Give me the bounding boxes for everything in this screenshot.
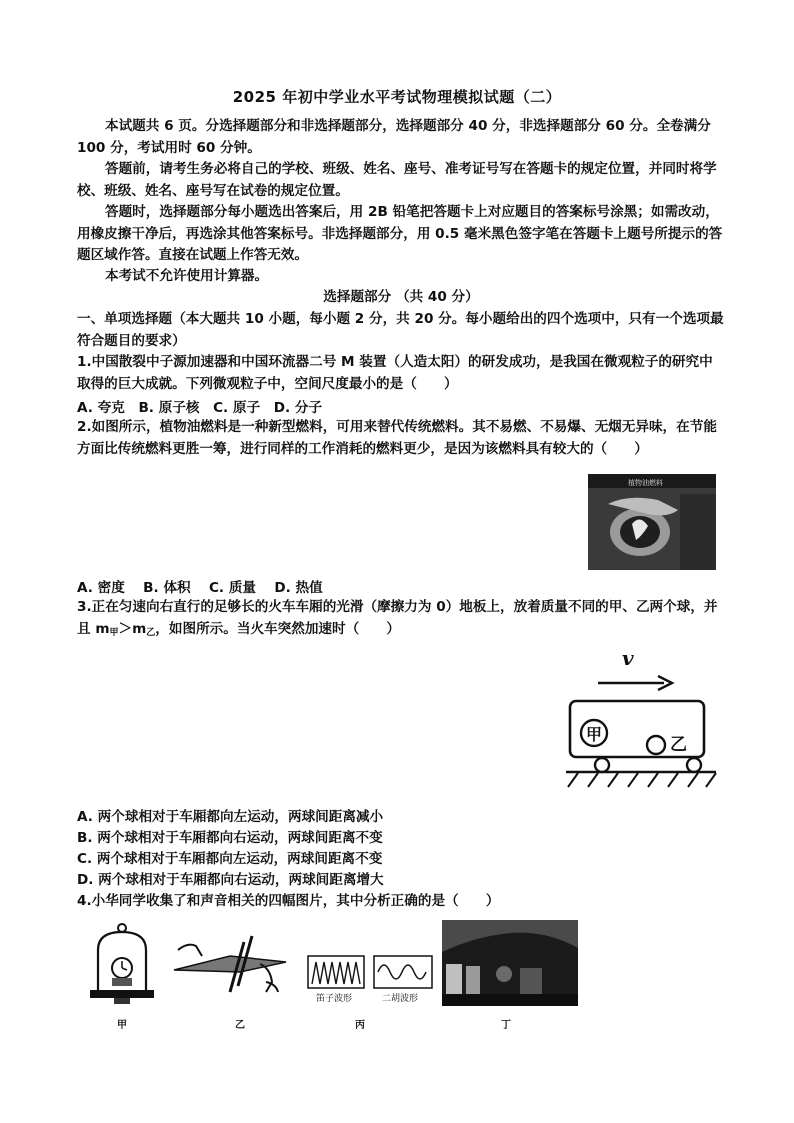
figure-caption-bing: 丙: [355, 1020, 365, 1031]
section-title: 选择题部分 （共 40 分）: [323, 289, 479, 305]
part-one-heading: 一、单项选择题（本大题共 10 小题，每小题 2 分，共 20 分。每小题给出的四个选项中，只有一个选项最符合题目的要求）: [77, 311, 724, 349]
photo-label: 植物油燃料: [628, 479, 663, 487]
ruler-vibration-figure: [170, 922, 290, 1004]
question-1-options: A. 夸克 B. 原子核 C. 原子 D. 分子: [77, 400, 323, 416]
bell-jar-figure: [84, 920, 160, 1006]
ball-a-label: 甲: [586, 725, 603, 744]
figure-caption-ding: 丁: [501, 1020, 511, 1031]
question-3-stem: 3.正在匀速向右直行的足够长的火车车厢的光滑（摩擦力为 0）地板上，放着质量不同的甲、乙两个球，并且 $m_甲>m_乙$，如图所示。当火车突然加速时（ ）: [77, 599, 718, 638]
fuel-flame-photo: [588, 474, 716, 570]
flute-wave-label: 笛子波形: [316, 994, 353, 1004]
question-3-option-a: A. 两个球相对于车厢都向左运动，两球间距离减小: [77, 809, 384, 825]
instruction-4: 本考试不允许使用计算器。: [105, 268, 269, 284]
waveform-figure: [306, 954, 436, 1004]
velocity-label: v: [622, 646, 634, 670]
page-title: 2025 年初中学业水平考试物理模拟试题（二）: [232, 88, 562, 106]
question-4-stem: 4.小华同学收集了和声音相关的四幅图片，其中分析正确的是（ ）: [77, 893, 500, 909]
instruction-2: 答题前，请考生务必将自己的学校、班级、姓名、座号、准考证号写在答题卡的规定位置，并同时将学校、班级、姓名、座号写在试卷的规定位置。: [77, 161, 717, 199]
instruction-3: 答题时，选择题部分每小题选出答案后，用 2B 铅笔把答题卡上对应题目的答案标号涂黑；如需改动，用橡皮擦干净后，再选涂其他答案标号。非选择题部分，用 0.5 毫米黑色签字笔在答题卡上题号所提示的答题区域作答。直接在试题上作答无效。: [77, 204, 723, 264]
train-car-figure: [564, 645, 720, 791]
ball-b-label: 乙: [670, 735, 687, 755]
figure-caption-jia: 甲: [117, 1020, 127, 1031]
question-3-option-d: D. 两个球相对于车厢都向右运动，两球间距离增大: [77, 872, 384, 888]
question-3-option-c: C. 两个球相对于车厢都向左运动，两球间距离不变: [77, 851, 383, 867]
question-1-stem: 1.中国散裂中子源加速器和中国环流器二号 M 装置（人造太阳）的研发成功，是我国在微观粒子的研究中取得的巨大成就。下列微观粒子中，空间尺度最小的是（ ）: [77, 354, 713, 392]
question-2-options: A. 密度 B. 体积 C. 质量 D. 热值: [77, 580, 323, 596]
erhu-wave-label: 二胡波形: [382, 994, 419, 1004]
instruction-1: 本试题共 6 页。分选择题部分和非选择题部分，选择题部分 40 分，非选择题部分 60 分。全卷满分 100 分，考试用时 60 分钟。: [77, 118, 711, 156]
concert-photo: [442, 920, 578, 1006]
figure-caption-yi: 乙: [235, 1020, 245, 1031]
question-2-stem: 2.如图所示，植物油燃料是一种新型燃料，可用来替代传统燃料。其不易燃、不易爆、无烟无异味，在节能方面比传统燃料更胜一筹，进行同样的工作消耗的燃料更少，是因为该燃料具有较大的（ ）: [77, 419, 717, 457]
question-3-option-b: B. 两个球相对于车厢都向右运动，两球间距离不变: [77, 830, 383, 846]
